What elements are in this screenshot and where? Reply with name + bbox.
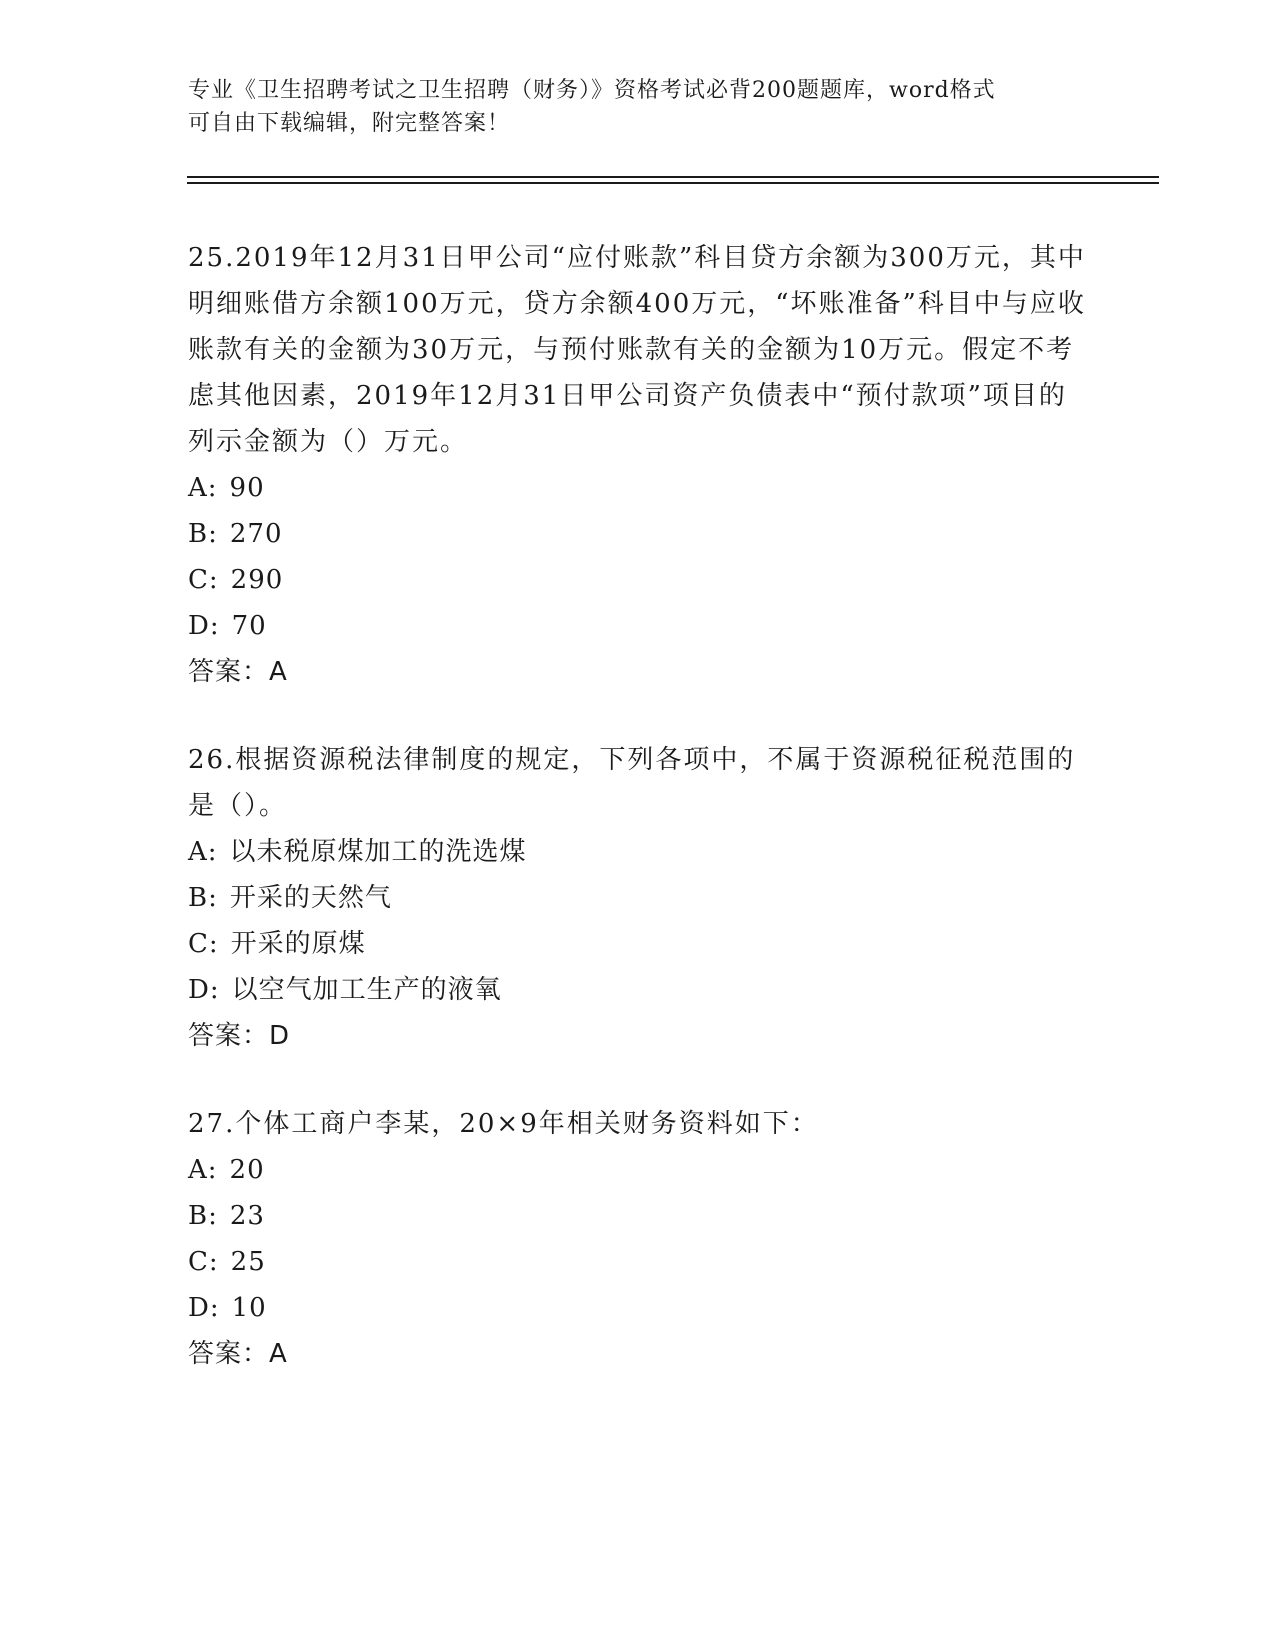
option-text: 270 — [229, 519, 283, 549]
option-letter: D — [188, 1293, 210, 1323]
answer-label: 答案：A — [188, 657, 288, 687]
option-text: 290 — [230, 565, 284, 595]
question-stem: 27.个体工商户李某，20×9年相关财务资料如下： — [188, 1109, 819, 1139]
option-text: 25 — [230, 1247, 266, 1277]
option-letter: B — [188, 519, 209, 549]
option-text: 10 — [231, 1293, 267, 1323]
option-b: B: 23 — [188, 1201, 265, 1231]
option-d: D: 70 — [188, 611, 267, 641]
header-divider-bottom — [187, 182, 1159, 184]
option-c: C: 开采的原煤 — [188, 929, 366, 959]
option-b: B: 270 — [188, 519, 283, 549]
option-text: 70 — [231, 611, 267, 641]
question-27 — [188, 1101, 1088, 1377]
header-line-2: 可自由下载编辑，附完整答案！ — [188, 111, 511, 136]
question-25 — [188, 235, 1088, 695]
option-text: 90 — [229, 473, 265, 503]
option-d: D: 以空气加工生产的液氧 — [188, 975, 502, 1005]
question-stem: 26.根据资源税法律制度的规定，下列各项中，不属于资源税征税范围的是（）。 — [188, 745, 1076, 821]
option-letter: A — [188, 1155, 208, 1185]
question-26 — [188, 737, 1088, 1059]
header-divider-top — [187, 176, 1159, 178]
option-letter: A — [188, 837, 208, 867]
option-a: A: 以未税原煤加工的洗选煤 — [188, 837, 527, 867]
option-c: C: 25 — [188, 1247, 266, 1277]
option-text: 开采的原煤 — [230, 929, 366, 959]
option-letter: C — [188, 1247, 209, 1277]
question-stem: 25.2019年12月31日甲公司“应付账款”科目贷方余额为300万元，其中明细账借方余额100万元，贷方余额400万元，“坏账准备”科目中与应收账款有关的金额为30万元，与预付账款有关的金额为10万元。假定不考虑其他因素，2019年12月31日甲公司资产负债表中“预付款项”项目的列示金额为（）万元。 — [188, 243, 1086, 457]
answer-label: 答案：A — [188, 1339, 288, 1369]
option-letter: B — [188, 883, 209, 913]
option-c: C: 290 — [188, 565, 284, 595]
option-text: 开采的天然气 — [229, 883, 392, 913]
option-letter: A — [188, 473, 208, 503]
header-line-1: 专业《卫生招聘考试之卫生招聘（财务）》资格考试必背200题题库，word格式 — [188, 78, 996, 103]
option-a: A: 20 — [188, 1155, 265, 1185]
document-header — [188, 74, 1068, 140]
option-letter: C — [188, 929, 209, 959]
option-text: 20 — [229, 1155, 265, 1185]
option-letter: B — [188, 1201, 209, 1231]
option-a: A: 90 — [188, 473, 265, 503]
option-letter: D — [188, 611, 210, 641]
question-list — [188, 235, 1088, 1419]
answer-label: 答案：D — [188, 1021, 291, 1051]
option-b: B: 开采的天然气 — [188, 883, 392, 913]
option-letter: D — [188, 975, 210, 1005]
option-d: D: 10 — [188, 1293, 267, 1323]
option-text: 以空气加工生产的液氧 — [231, 975, 502, 1005]
option-text: 以未税原煤加工的洗选煤 — [229, 837, 527, 867]
option-letter: C — [188, 565, 209, 595]
option-text: 23 — [229, 1201, 265, 1231]
